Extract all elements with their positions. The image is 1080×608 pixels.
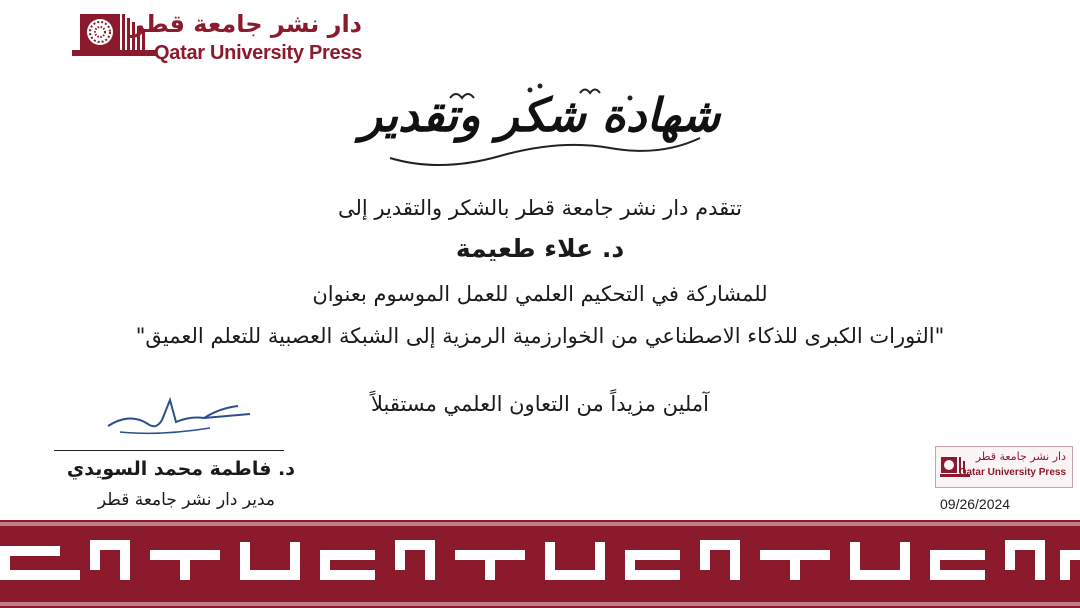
publisher-stamp	[935, 446, 1073, 488]
recipient-name: د. علاء طعيمة	[455, 234, 625, 263]
signatory-position: مدير دار نشر جامعة قطر	[97, 490, 275, 510]
stamp-text-en: Qatar University Press	[958, 467, 1066, 478]
work-title: "الثورات الكبرى للذكاء الاصطناعي من الخوارزمية الرمزية إلى الشبكة العصبية للتعلم العميق"	[135, 324, 945, 348]
stamp-text-ar: دار نشر جامعة قطر	[975, 450, 1066, 463]
publisher-name-en: Qatar University Press	[154, 42, 362, 64]
certificate-intro: تتقدم دار نشر جامعة قطر بالشكر والتقدير إلى	[337, 196, 742, 220]
certificate-title: شهادة شكر وتقدير	[359, 88, 721, 142]
signature-line	[54, 450, 284, 451]
publisher-name-ar: دار نشر جامعة قطر	[130, 10, 362, 38]
signature-scribble-icon	[100, 392, 260, 438]
issue-date: 09/26/2024	[940, 496, 1011, 512]
closing-line: آملين مزيداً من التعاون العلمي مستقبلاً	[371, 392, 709, 416]
signatory-name: د. فاطمة محمد السويدي	[66, 458, 295, 480]
participation-reason: للمشاركة في التحكيم العلمي للعمل الموسوم بعنوان	[312, 282, 768, 306]
footer-pattern-band	[0, 520, 1080, 608]
publisher-logo	[72, 8, 362, 66]
